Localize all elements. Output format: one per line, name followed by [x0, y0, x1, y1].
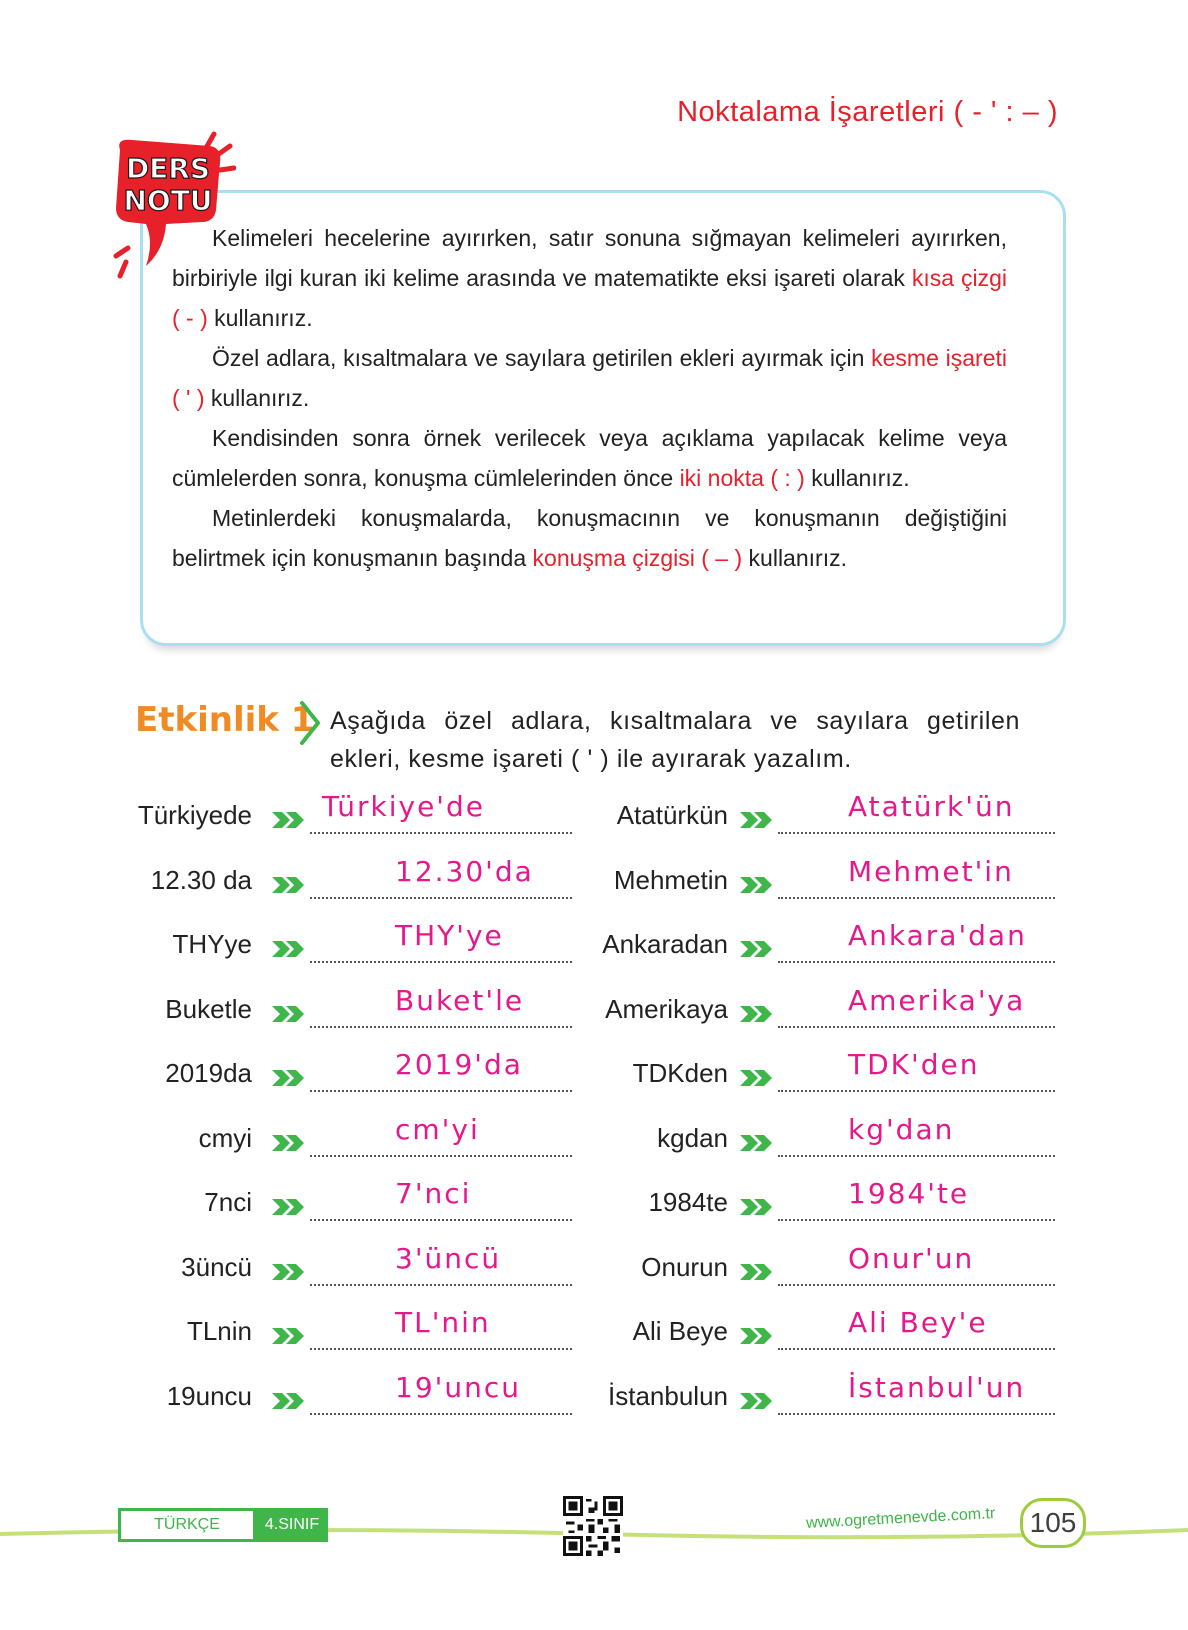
- question-word: TDKden: [632, 1058, 728, 1088]
- answer-row: [0, 1306, 1188, 1356]
- badge-line1: DERS: [125, 152, 211, 185]
- double-arrow-icon: [740, 875, 776, 895]
- answer-text[interactable]: kg'dan: [848, 1112, 955, 1146]
- question-word: Ankaradan: [602, 929, 728, 959]
- question-word: Buketle: [165, 993, 252, 1024]
- answer-row: [0, 790, 1188, 840]
- question-word: 3üncü: [181, 1251, 252, 1282]
- grade-tag: 4.SINIF: [256, 1508, 328, 1542]
- question-word: 12.30 da: [150, 864, 252, 895]
- question-word: TLnin: [186, 1316, 252, 1346]
- answer-text[interactable]: 1984'te: [848, 1177, 970, 1210]
- double-arrow-icon: [740, 1197, 776, 1217]
- double-arrow-icon: [740, 1391, 776, 1411]
- double-arrow-icon: [740, 1326, 776, 1346]
- answer-text[interactable]: THY'ye: [395, 919, 504, 952]
- answer-text[interactable]: Atatürk'ün: [848, 790, 1015, 823]
- note-paragraph: Özel adlara, kısaltmalara ve sayılara getirilen ekleri ayırmak için kesme işareti ( ' ) kullanırız.: [172, 345, 1008, 411]
- question-word: THYye: [172, 929, 252, 959]
- question-word: 1984te: [648, 1187, 728, 1217]
- question-word: kgdan: [657, 1122, 728, 1153]
- question-word: Mehmetin: [613, 864, 728, 895]
- website-link[interactable]: www.ogretmenevde.com.tr: [805, 1505, 996, 1532]
- answer-row: [0, 1113, 1188, 1163]
- lesson-note-text: [172, 218, 1007, 578]
- question-word: İstanbulun: [608, 1380, 728, 1411]
- question-word: Onurun: [641, 1251, 728, 1282]
- question-word: Atatürkün: [616, 800, 728, 830]
- answer-text[interactable]: Türkiye'de: [322, 790, 486, 823]
- answer-row: [0, 1177, 1188, 1227]
- answer-text[interactable]: Ali Bey'e: [848, 1306, 988, 1339]
- answer-row: [0, 984, 1188, 1034]
- answer-text[interactable]: TL'nin: [395, 1306, 491, 1339]
- double-arrow-icon: [740, 1004, 776, 1024]
- answer-dotted-line: [778, 1026, 1055, 1028]
- chevron-right-icon: [298, 700, 322, 746]
- double-arrow-icon: [740, 810, 776, 830]
- answer-dotted-line: [778, 1348, 1055, 1350]
- answer-row: [0, 1242, 1188, 1292]
- note-paragraph: Kelimeleri hecelerine ayırırken, satır sonuna sığmayan kelimeleri ayırırken, birbiriyle ilgi kuran iki kelime arasında ve matematikte eksi işareti olarak kısa çizgi ( - ) kullanırız.: [172, 225, 1007, 331]
- question-word: Amerikaya: [605, 993, 728, 1024]
- badge-line2: NOTU: [123, 184, 213, 217]
- answer-text[interactable]: 7'nci: [395, 1177, 472, 1210]
- answer-dotted-line: [778, 832, 1055, 834]
- answer-text[interactable]: 19'uncu: [395, 1370, 521, 1404]
- answer-dotted-line: [778, 897, 1055, 899]
- note-paragraph: Kendisinden sonra örnek verilecek veya açıklama yapılacak kelime veya cümlelerden sonra, konuşma cümlelerinden önce iki nokta ( : ) kullanırız.: [172, 425, 1007, 491]
- activity-title: Etkinlik 1: [135, 700, 315, 740]
- question-word: 2019da: [165, 1058, 252, 1088]
- answer-text[interactable]: 3'üncü: [395, 1241, 502, 1275]
- answer-dotted-line: [778, 1090, 1055, 1092]
- answer-row: [0, 855, 1188, 905]
- page-title: Noktalama İşaretleri ( - ' : – ): [677, 96, 1058, 128]
- question-word: cmyi: [198, 1122, 252, 1153]
- question-word: 19uncu: [166, 1380, 252, 1411]
- answer-dotted-line: [778, 1155, 1055, 1157]
- qr-code-icon: [563, 1496, 623, 1556]
- double-arrow-icon: [740, 1133, 776, 1153]
- double-arrow-icon: [740, 1262, 776, 1282]
- page-number: 105: [1020, 1498, 1086, 1548]
- answer-text[interactable]: Ankara'dan: [848, 919, 1027, 952]
- answer-text[interactable]: İstanbul'un: [848, 1370, 1026, 1404]
- note-paragraph: Metinlerdeki konuşmalarda, konuşmacının ve konuşmanın değiştiğini belirtmek için konuşmanın başında konuşma çizgisi ( – ) kullanırız.: [172, 505, 1007, 571]
- answer-row: [0, 1048, 1188, 1098]
- answer-text[interactable]: Onur'un: [848, 1241, 975, 1275]
- answer-dotted-line: [778, 1219, 1055, 1221]
- answer-dotted-line: [778, 1284, 1055, 1286]
- question-word: Ali Beye: [632, 1316, 728, 1346]
- question-word: 7nci: [204, 1187, 252, 1217]
- answer-text[interactable]: Mehmet'in: [848, 854, 1014, 888]
- answer-text[interactable]: cm'yi: [395, 1112, 480, 1146]
- answer-text[interactable]: TDK'den: [848, 1048, 980, 1081]
- answer-text[interactable]: 2019'da: [395, 1048, 523, 1081]
- answer-row: [0, 919, 1188, 969]
- answer-text[interactable]: Amerika'ya: [848, 983, 1026, 1017]
- subject-tag: TÜRKÇE: [118, 1508, 256, 1542]
- answer-dotted-line: [778, 961, 1055, 963]
- double-arrow-icon: [740, 939, 776, 959]
- answer-row: [0, 1371, 1188, 1421]
- answer-text[interactable]: Buket'le: [395, 983, 525, 1017]
- question-word: Türkiyede: [137, 800, 252, 830]
- answer-dotted-line: [778, 1413, 1055, 1415]
- activity-instruction: Aşağıda özel adlara, kısaltmalara ve sayılara getirilen ekleri, kesme işareti ( ' ) ile ayırarak yazalım.: [330, 707, 1020, 773]
- double-arrow-icon: [740, 1068, 776, 1088]
- answer-text[interactable]: 12.30'da: [395, 854, 534, 888]
